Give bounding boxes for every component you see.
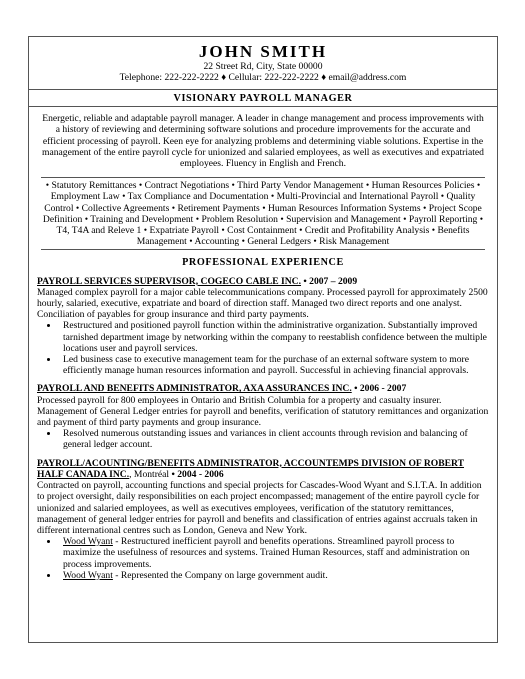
achievement-item: • Led business case to executive management team for the purchase of an external software system to more efficiently manage human resources information and payroll. Successful in achieving financial approvals. bbox=[59, 354, 489, 376]
candidate-name: JOHN SMITH bbox=[198, 42, 328, 61]
job-description: Managed complex payroll for a major cable telecommunications company. Processed payroll for approximately 2500 hourly, salaried, executive, expatriate and board of direction staff. Managed two direct reports and one analyst. Conciliation of payables for group insurance and third party payments. bbox=[37, 286, 488, 321]
job-heading bbox=[37, 383, 489, 394]
resume-page bbox=[28, 36, 498, 643]
achievement-item: • Restructured and positioned payroll function within the administrative organization. Substantially improved tarnished department image by networking within the company to reestablish confidence between the multiple locations user and payroll services. bbox=[59, 320, 489, 354]
achievement-text: - Represented the Company on large government audit. bbox=[112, 569, 328, 581]
job-title: PAYROLL AND BENEFITS ADMINISTRATOR, AXA ASSURANCES INC. bbox=[37, 383, 352, 395]
job-heading bbox=[37, 276, 489, 287]
summary-paragraph: Energetic, reliable and adaptable payroll manager. A leader in change management and process improvements with a history of reviewing and determining software solutions and procedure improvements for the accurate and efficient processing of payroll. Keen eye for analyzing problems and determining viable solutions. Expertise in the management of the entire payroll cycle for unionized and salaried employees, as well as executives and expatriated employees. Fluency in English and French. bbox=[42, 113, 484, 170]
achievement-item bbox=[59, 536, 489, 570]
job-title: PAYROLL SERVICES SUPERVISOR, COGECO CABLE INC. bbox=[37, 275, 302, 287]
objective-title: VISIONARY PAYROLL MANAGER bbox=[29, 89, 497, 107]
skills-list: • Statutory Remittances • Contract Negotiations • Third Party Vendor Management • Human Resources Policies • Employment Law • Tax Compliance and Documentation • Multi-Provincial and International Payroll • Quality Control • Collective Agreements • Retirement Payments • Human Resources Information Systems • Project Scope Definition • Training and Development • Problem Resolution • Supervision and Management • Payroll Reporting • T4, T4A and Releve 1 • Expatriate Payroll • Cost Containment • Credit and Profitability Analysis • Benefits Management • Accounting • General Ledgers • Risk Management bbox=[41, 177, 485, 250]
job-title: PAYROLL/ACOUNTING/BENEFITS ADMINISTRATOR, ACCOUNTEMPS DIVISION OF ROBERT HALF CANADA INC. bbox=[37, 457, 465, 480]
job-heading bbox=[37, 458, 489, 480]
job-description: Processed payroll for 800 employees in Ontario and British Columbia for a property and casualty insurer. Management of General Ledger entries for payroll and benefits, verification of statutory remittances and organization and payment of third party payments and group insurance. bbox=[37, 394, 489, 429]
job-achievements bbox=[37, 320, 489, 376]
job-achievements bbox=[37, 428, 489, 450]
job-dates: • 2004 - 2006 bbox=[169, 468, 224, 480]
job-entry bbox=[37, 458, 489, 581]
achievement-text: - Restructured inefficient payroll and benefits operations. Streamlined payroll process to maximize the usefulness of resources and systems. Trained Human Resources, staff and administration on process improvements. bbox=[63, 536, 470, 570]
address: 22 Street Rd, City, State 00000 bbox=[203, 61, 323, 72]
job-dates: • 2007 – 2009 bbox=[301, 275, 358, 287]
job-entry bbox=[37, 383, 489, 450]
experience-section-title: PROFESSIONAL EXPERIENCE bbox=[182, 257, 344, 269]
job-entry bbox=[37, 276, 489, 377]
job-location: , Montréal bbox=[129, 468, 170, 480]
contact-line: Telephone: 222-222-2222 ♦ Cellular: 222-222-2222 ♦ email@address.com bbox=[119, 72, 407, 83]
achievement-lead: Wood Wyant bbox=[63, 536, 113, 548]
achievement-item: • Resolved numerous outstanding issues and variances in client accounts through revision and balancing of general ledger account. bbox=[59, 428, 489, 450]
job-description: Contracted on payroll, accounting functions and special projects for Cascades-Wood Wyant and S.I.T.A. In addition to project oversight, daily responsibilities on each project encompassed; management of the entire payroll cycle for unionized and salaried employees, as well as executives employees, verification of the statutory remittances, management of general ledger entries for payroll and benefits and classification of entries against accruals taken in different international centres such as London, Geneva and New York. bbox=[37, 480, 482, 536]
job-dates: • 2006 - 2007 bbox=[351, 383, 407, 395]
achievement-lead: Wood Wyant bbox=[63, 569, 113, 581]
achievement-item bbox=[59, 570, 489, 581]
job-achievements bbox=[37, 536, 489, 581]
